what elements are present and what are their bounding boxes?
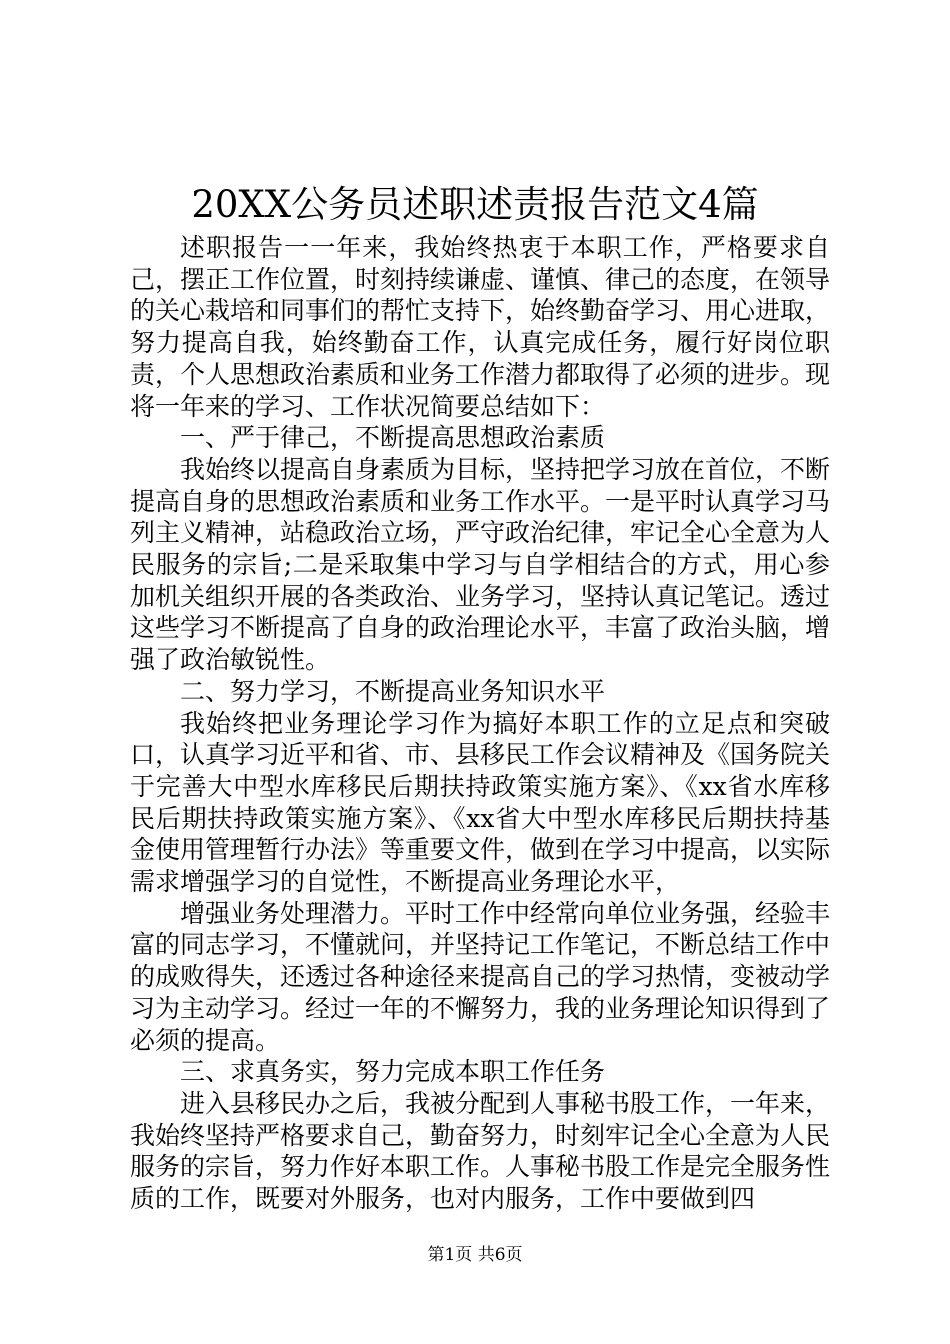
paragraph-intro: 述职报告一一年来，我始终热衷于本职工作，严格要求自己，摆正工作位置，时刻持续谦虚、谨慎、律己的态度，在领导的关心栽培和同事们的帮忙支持下，始终勤奋学习、用心进取，努力提高自我，始终勤奋工作，认真完成任务，履行好岗位职责，个人思想政治素质和业务工作潜力都取得了必须的进步。现将一年来的学习、工作状况简要总结如下： [130,233,831,421]
section-heading-3: 三、求真务实，努力完成本职工作任务 [180,1057,606,1087]
paragraph-section-3: 进入县移民办之后，我被分配到人事秘书股工作，一年来，我始终坚持严格要求自己，勤奋努力，时刻牢记全心全意为人民服务的宗旨，努力作好本职工作。人事秘书股工作是完全服务性质的工作，既要对外服务，也对内服务，工作中要做到四 [130,1088,831,1214]
page-footer: 第1页 共6页 [427,1245,523,1265]
document-body [130,232,830,1215]
paragraph-section-2b: 增强业务处理潜力。平时工作中经常向单位业务强，经验丰富的同志学习，不懂就问，并坚持记工作笔记，不断总结工作中的成败得失，还透过各种途径来提高自己的学习热情，变被动学习为主动学习。经过一年的不懈努力，我的业务理论知识得到了必须的提高。 [130,898,831,1055]
paragraph-section-1: 我始终以提高自身素质为目标，坚持把学习放在首位，不断提高自身的思想政治素质和业务工作水平。一是平时认真学习马列主义精神，站稳政治立场，严守政治纪律，牢记全心全意为人民服务的宗旨;二是采取集中学习与自学相结合的方式，用心参加机关组织开展的各类政治、业务学习，坚持认真记笔记。透过这些学习不断提高了自身的政治理论水平，丰富了政治头脑，增强了政治敏锐性。 [130,454,831,675]
section-heading-2: 二、努力学习，不断提高业务知识水平 [180,676,606,706]
document-title: 20XX公务员述职述责报告范文4篇 [191,183,759,226]
section-heading-1: 一、严于律己，不断提高思想政治素质 [180,423,606,453]
paragraph-section-2a: 我始终把业务理论学习作为搞好本职工作的立足点和突破口，认真学习近平和省、市、县移民工作会议精神及《国务院关于完善大中型水库移民后期扶持政策实施方案》、《xx省水库移民后期扶持政策实施方案》、《xx省大中型水库移民后期扶持基金使用管理暂行办法》等重要文件，做到在学习中提高，以实际需求增强学习的自觉性，不断提高业务理论水平， [130,708,831,897]
